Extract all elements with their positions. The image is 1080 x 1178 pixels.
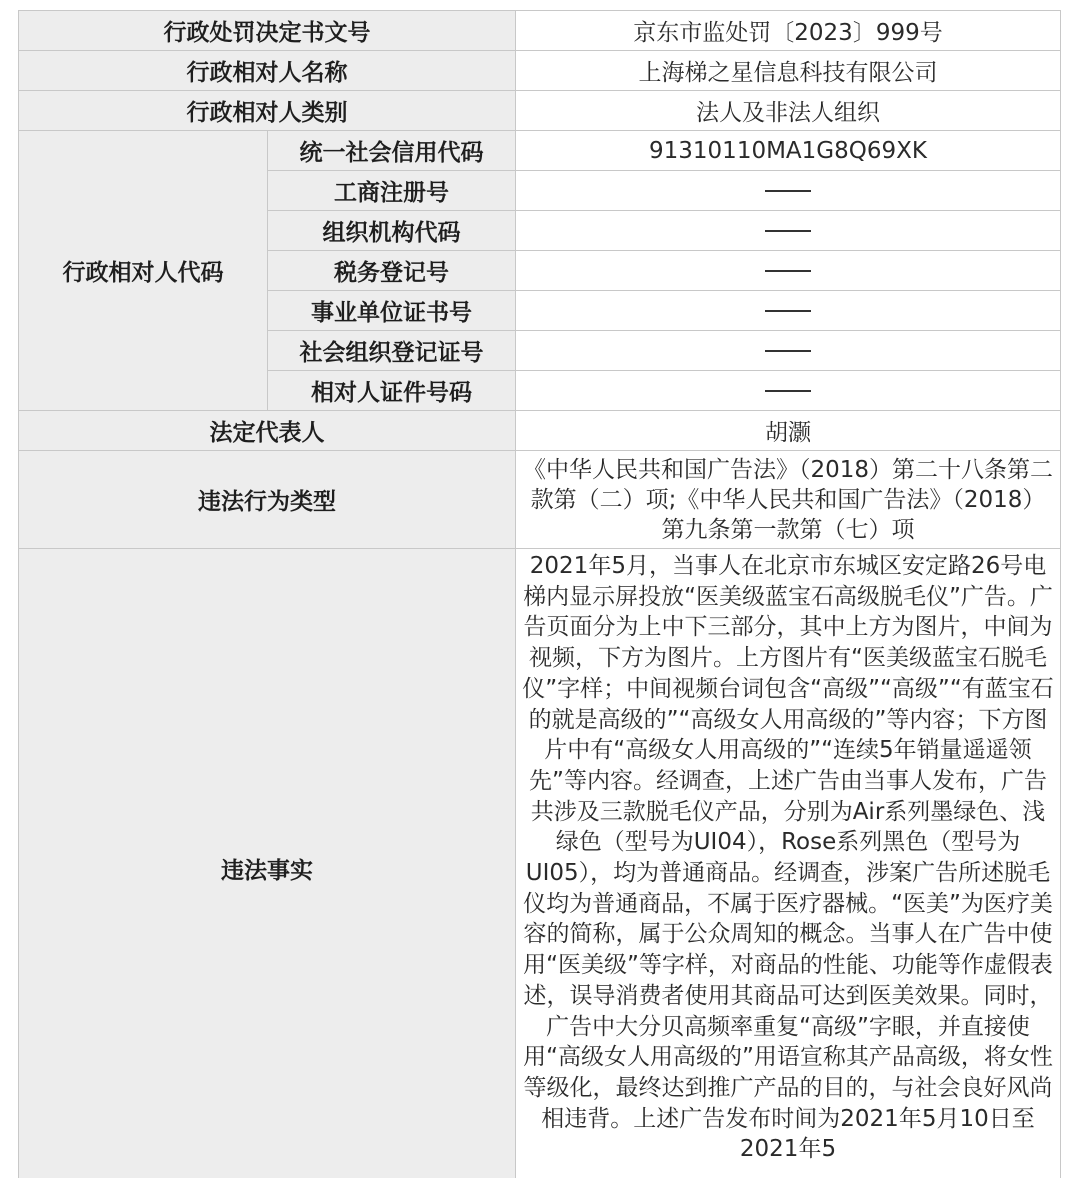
social-org-reg-number-value xyxy=(516,331,1061,371)
business-reg-number-value xyxy=(516,171,1061,211)
empty-dash xyxy=(765,350,811,352)
credit-code-value: 91310110MA1G8Q69XK xyxy=(516,131,1061,171)
tax-reg-number-value xyxy=(516,251,1061,291)
tax-reg-number-label: 税务登记号 xyxy=(268,251,516,291)
credit-code-label: 统一社会信用代码 xyxy=(268,131,516,171)
row-party-type xyxy=(19,91,1061,131)
violation-facts-text: 2021年5月，当事人在北京市东城区安定路26号电梯内显示屏投放“医美级蓝宝石高级脱毛仪”广告。广告页面分为上中下三部分，其中上方为图片，中间为视频，下方为图片。上方图片有“医美级蓝宝石脱毛仪”字样；中间视频台词包含“高级”“高级”“有蓝宝石的就是高级的”“高级女人用高级的”等内容；下方图片中有“高级女人用高级的”“连续5年销量遥遥领先”等内容。经调查，上述广告由当事人发布，广告共涉及三款脱毛仪产品，分别为Air系列墨绿色、浅绿色（型号为UI04），Rose系列黑色（型号为UI05），均为普通商品。经调查，涉案广告所述脱毛仪均为普通商品，不属于医疗器械。“医美”为医疗美容的简称，属于公众周知的概念。当事人在广告中使用“医美级”等字样，对商品的性能、功能等作虚假表述，误导消费者使用其商品可达到医美效果。同时，广告中大分贝高频率重复“高级”字眼，并直接使用“高级女人用高级的”用语宣称其产品高级，将女性等级化，最终达到推广产品的目的，与社会良好风尚相违背。上述广告发布时间为2021年5月10日至2021年5 xyxy=(522,553,1054,1163)
empty-dash xyxy=(765,270,811,272)
business-reg-number-label: 工商注册号 xyxy=(268,171,516,211)
party-type-label: 行政相对人类别 xyxy=(19,91,516,131)
violation-facts-value xyxy=(516,549,1061,1178)
row-violation-facts xyxy=(19,549,1061,1178)
institution-cert-number-label: 事业单位证书号 xyxy=(268,291,516,331)
party-type-value: 法人及非法人组织 xyxy=(516,91,1061,131)
row-party-name xyxy=(19,51,1061,91)
doc-number-label: 行政处罚决定书文号 xyxy=(19,11,516,51)
row-violation-type xyxy=(19,451,1061,549)
violation-type-label: 违法行为类型 xyxy=(19,451,516,549)
row-credit-code xyxy=(19,131,1061,171)
institution-cert-number-value xyxy=(516,291,1061,331)
doc-number-value: 京东市监处罚〔2023〕999号 xyxy=(516,11,1061,51)
empty-dash xyxy=(765,390,811,392)
org-code-value xyxy=(516,211,1061,251)
row-legal-rep xyxy=(19,411,1061,451)
party-id-number-value xyxy=(516,371,1061,411)
party-name-label: 行政相对人名称 xyxy=(19,51,516,91)
party-name-value: 上海梯之星信息科技有限公司 xyxy=(516,51,1061,91)
org-code-label: 组织机构代码 xyxy=(268,211,516,251)
violation-facts-label: 违法事实 xyxy=(19,549,516,1178)
social-org-reg-number-label: 社会组织登记证号 xyxy=(268,331,516,371)
legal-rep-label: 法定代表人 xyxy=(19,411,516,451)
penalty-info-table xyxy=(18,10,1061,1178)
empty-dash xyxy=(765,190,811,192)
empty-dash xyxy=(765,230,811,232)
party-code-label: 行政相对人代码 xyxy=(19,131,268,411)
party-id-number-label: 相对人证件号码 xyxy=(268,371,516,411)
row-doc-number xyxy=(19,11,1061,51)
violation-type-value: 《中华人民共和国广告法》（2018）第二十八条第二款第（二）项;《中华人民共和国广告法》（2018）第九条第一款第（七）项 xyxy=(516,451,1061,549)
empty-dash xyxy=(765,310,811,312)
legal-rep-value: 胡灏 xyxy=(516,411,1061,451)
